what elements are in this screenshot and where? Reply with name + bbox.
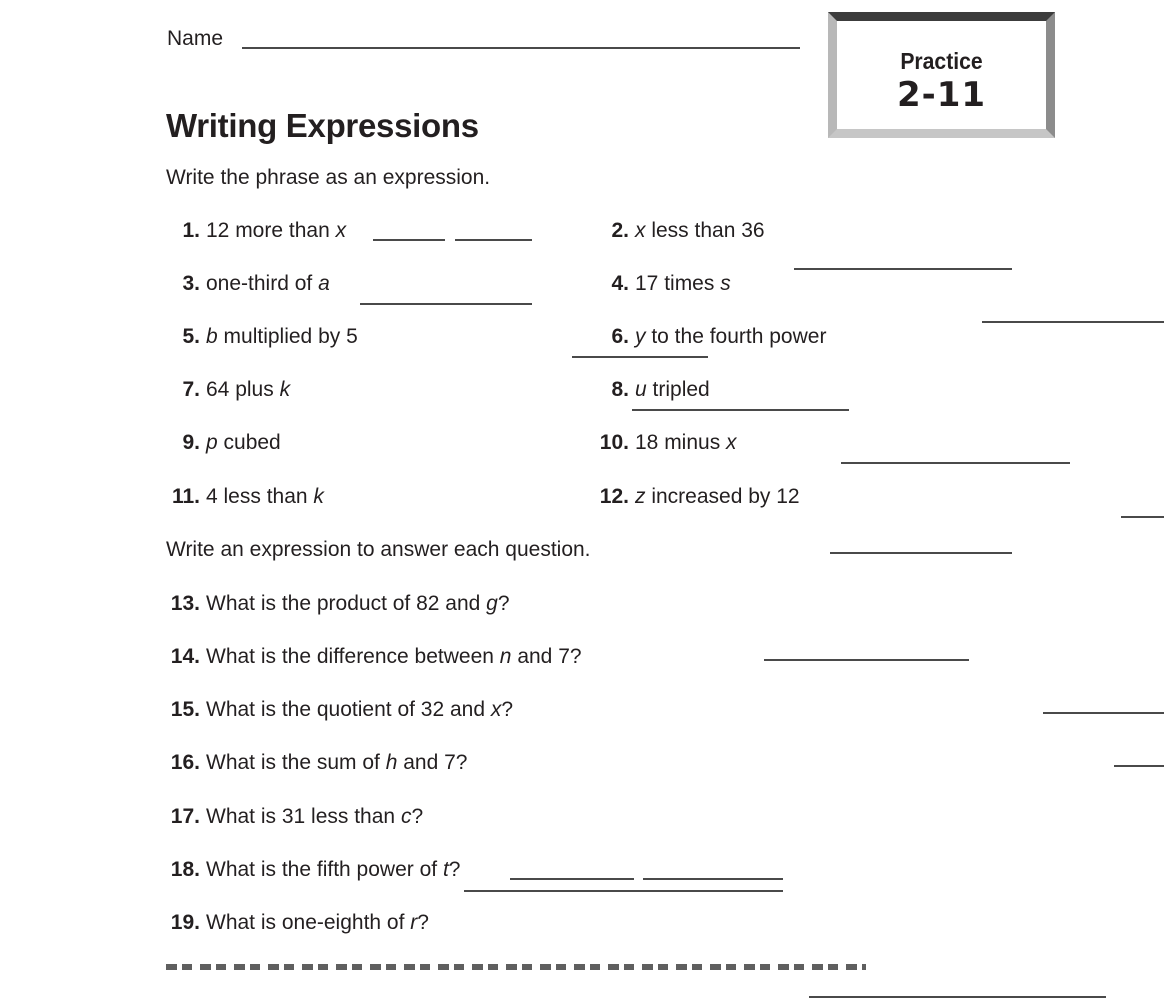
page-title: Writing Expressions bbox=[166, 107, 479, 144]
answer-blank-14[interactable] bbox=[1043, 712, 1164, 714]
answer-blank-4[interactable] bbox=[982, 321, 1164, 323]
section1-instruction: Write the phrase as an expression. bbox=[166, 166, 491, 189]
question-9 bbox=[174, 431, 281, 455]
question-number: 9. bbox=[182, 431, 200, 454]
clipped-text-fragment bbox=[166, 964, 866, 970]
question-text: 17 times s bbox=[635, 272, 731, 295]
question-3 bbox=[174, 272, 330, 296]
question-2 bbox=[609, 219, 765, 243]
question-text: one-third of a bbox=[206, 272, 330, 295]
question-text: What is the quotient of 32 and x? bbox=[206, 698, 514, 721]
question-text: y to the fourth power bbox=[635, 325, 827, 348]
question-number: 10. bbox=[599, 431, 629, 454]
question-20-clipped bbox=[166, 964, 866, 970]
answer-blank-11[interactable] bbox=[1121, 516, 1164, 518]
question-18 bbox=[166, 858, 460, 882]
answer-blank-5[interactable] bbox=[572, 356, 708, 358]
question-number: 13. bbox=[170, 592, 200, 615]
question-8 bbox=[609, 378, 710, 402]
question-number: 12. bbox=[599, 485, 629, 508]
section2-instruction: Write an expression to answer each question. bbox=[166, 538, 591, 561]
question-number: 4. bbox=[611, 272, 629, 295]
question-text: What is 31 less than c? bbox=[206, 805, 424, 828]
answer-blank-1a[interactable] bbox=[373, 239, 445, 241]
question-10 bbox=[598, 431, 737, 455]
question-text: p cubed bbox=[206, 431, 281, 454]
question-15 bbox=[166, 698, 513, 722]
question-5 bbox=[174, 325, 358, 349]
answer-blank-9[interactable] bbox=[841, 462, 1070, 464]
question-text: x less than 36 bbox=[635, 219, 765, 242]
practice-number: 2-11 bbox=[896, 75, 987, 115]
question-4 bbox=[609, 272, 731, 296]
question-text: z increased by 12 bbox=[635, 485, 800, 508]
answer-blank-7[interactable] bbox=[632, 409, 849, 411]
question-number: 6. bbox=[611, 325, 629, 348]
question-text: What is the difference between n and 7? bbox=[206, 645, 582, 668]
question-text: b multiplied by 5 bbox=[206, 325, 358, 348]
answer-blank-18a[interactable] bbox=[510, 878, 634, 880]
question-12 bbox=[598, 485, 800, 509]
question-1 bbox=[174, 219, 346, 243]
answer-blank-15[interactable] bbox=[1114, 765, 1164, 767]
question-number: 15. bbox=[170, 698, 200, 721]
answer-blank-1b[interactable] bbox=[455, 239, 532, 241]
answer-blank-18b[interactable] bbox=[643, 878, 783, 880]
practice-label: Practice bbox=[900, 48, 983, 74]
question-number: 18. bbox=[170, 858, 200, 881]
question-text: What is one-eighth of r? bbox=[206, 911, 429, 934]
practice-badge bbox=[828, 12, 1055, 138]
question-number: 3. bbox=[182, 272, 200, 295]
answer-blank-12[interactable] bbox=[830, 552, 1012, 554]
question-text: What is the product of 82 and g? bbox=[206, 592, 510, 615]
question-number: 16. bbox=[170, 751, 200, 774]
question-text: 4 less than k bbox=[206, 485, 324, 508]
question-19 bbox=[166, 911, 429, 935]
question-text: 12 more than x bbox=[206, 219, 347, 242]
question-13 bbox=[166, 592, 510, 616]
question-7 bbox=[174, 378, 290, 402]
question-number: 8. bbox=[611, 378, 629, 401]
question-17 bbox=[166, 805, 423, 829]
question-number: 17. bbox=[170, 805, 200, 828]
question-text: What is the sum of h and 7? bbox=[206, 751, 468, 774]
question-14 bbox=[166, 645, 582, 669]
answer-blank-2[interactable] bbox=[794, 268, 1012, 270]
question-number: 1. bbox=[182, 219, 200, 242]
name-label: Name bbox=[167, 27, 224, 50]
question-number: 5. bbox=[182, 325, 200, 348]
question-number: 2. bbox=[611, 219, 629, 242]
question-number: 14. bbox=[170, 645, 200, 668]
question-number: 11. bbox=[171, 485, 200, 508]
question-text: What is the fifth power of t? bbox=[206, 858, 461, 881]
question-number: 7. bbox=[182, 378, 200, 401]
question-16 bbox=[166, 751, 468, 775]
answer-blank-3[interactable] bbox=[360, 303, 532, 305]
question-text: 18 minus x bbox=[635, 431, 737, 454]
question-6 bbox=[609, 325, 826, 349]
answer-blank-17[interactable] bbox=[464, 890, 783, 892]
answer-blank-13[interactable] bbox=[764, 659, 969, 661]
question-text: u tripled bbox=[635, 378, 710, 401]
question-11 bbox=[166, 485, 324, 509]
question-text: 64 plus k bbox=[206, 378, 291, 401]
name-field[interactable] bbox=[242, 47, 800, 49]
question-number: 19. bbox=[170, 911, 200, 934]
